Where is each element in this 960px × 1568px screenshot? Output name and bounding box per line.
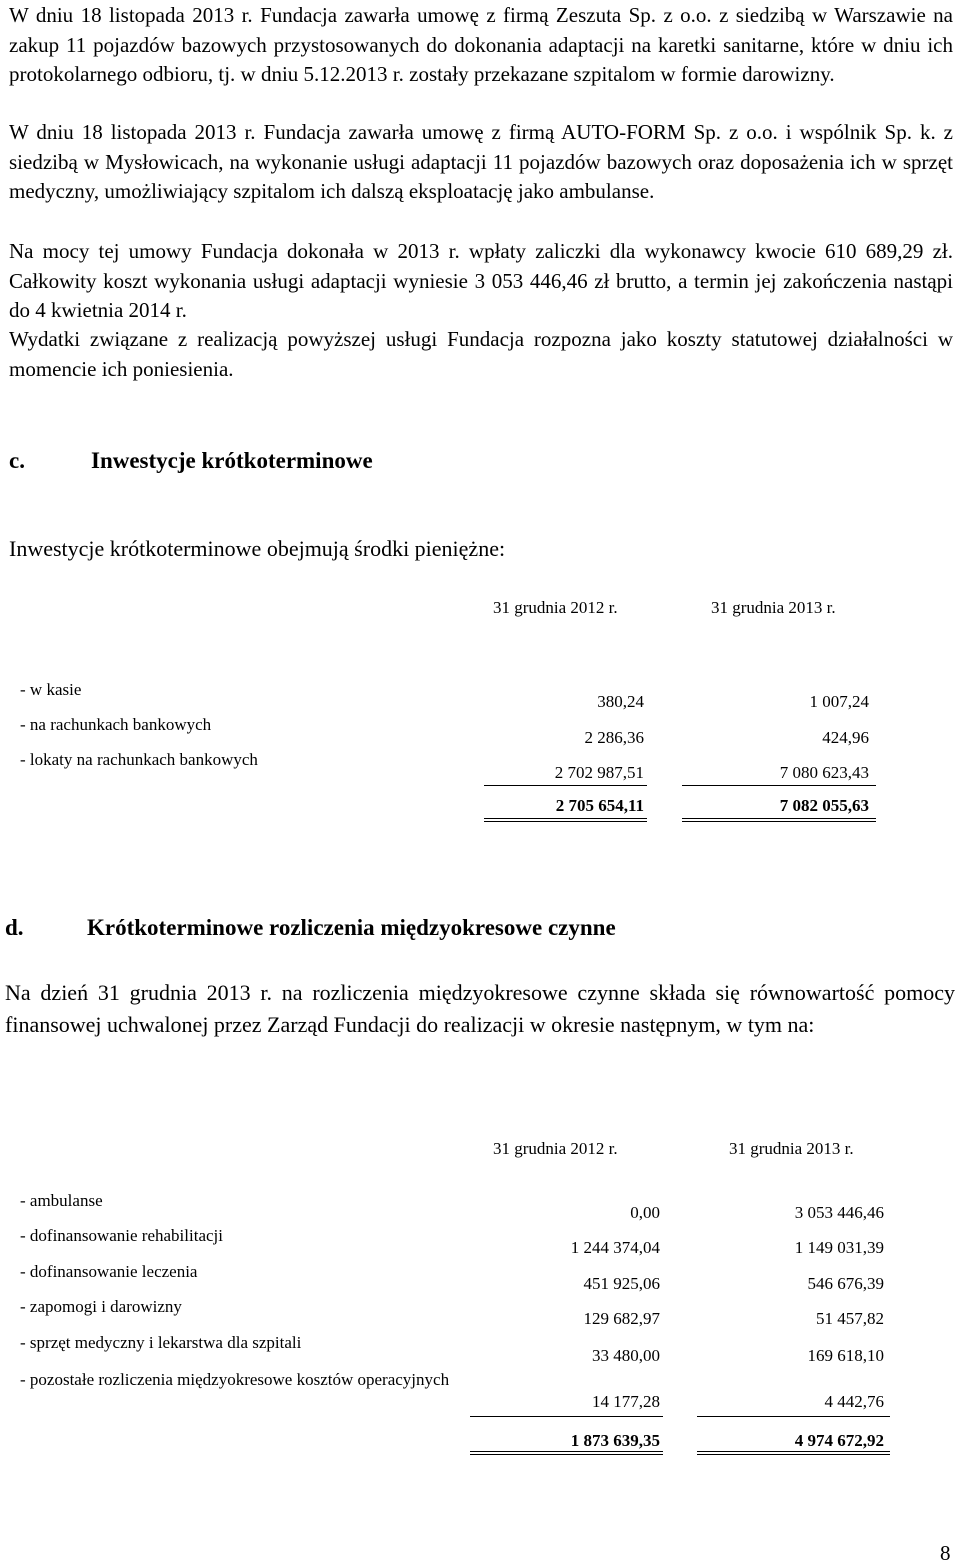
table-d-row-label: - zapomogi i darowizny	[20, 1297, 182, 1316]
table-d-col-2012: 31 grudnia 2012 r.	[493, 1139, 618, 1158]
table-c-row-label: - lokaty na rachunkach bankowych	[20, 750, 258, 769]
table-c-value-2012: 380,24	[597, 692, 644, 711]
table-d-value-2012: 0,00	[630, 1203, 660, 1222]
table-d-value-2013: 3 053 446,46	[794, 1203, 884, 1222]
section-c-heading	[9, 448, 373, 474]
table-d-row-label: - pozostałe rozliczenia międzyokresowe kosztów operacyjnych	[20, 1370, 450, 1389]
table-d-value-2013: 51 457,82	[816, 1309, 884, 1328]
table-d-double-underline	[697, 1454, 890, 1455]
table-d-double-underline	[470, 1451, 663, 1452]
section-c-letter: c.	[9, 448, 25, 473]
table-c-value-2013: 7 080 623,43	[779, 763, 869, 782]
page-number: 8	[940, 1541, 951, 1565]
table-d-double-underline	[470, 1454, 663, 1455]
table-d-double-underline	[697, 1451, 890, 1452]
table-d-row-label: - ambulanse	[20, 1191, 103, 1210]
table-c-col-2012: 31 grudnia 2012 r.	[493, 598, 618, 617]
table-d-value-2012: 1 244 374,04	[570, 1238, 660, 1257]
table-d-value-2012: 33 480,00	[592, 1346, 660, 1365]
table-c-row-label: - w kasie	[20, 680, 82, 699]
table-c-underline	[484, 785, 647, 786]
table-d-value-2013: 1 149 031,39	[794, 1238, 884, 1257]
table-d-total-2013: 4 974 672,92	[794, 1431, 884, 1450]
section-d-letter: d.	[5, 915, 24, 940]
table-d-value-2013: 4 442,76	[824, 1392, 884, 1411]
section-c-intro: Inwestycje krótkoterminowe obejmują środki pieniężne:	[9, 536, 506, 561]
table-c-row-label: - na rachunkach bankowych	[20, 715, 212, 734]
table-c-total-2013: 7 082 055,63	[779, 796, 869, 815]
paragraph-advance-payment: Na mocy tej umowy Fundacja dokonała w 2013 r. wpłaty zaliczki dla wykonawcy kwocie 610 689,29 zł. Całkowity koszt wykonania usługi adaptacji wyniesie 3 053 446,46 zł brutto, a termin jej zakończenia nastąpi do 4 kwietnia 2014 r.	[9, 239, 953, 322]
table-c-value-2012: 2 286,36	[584, 728, 644, 747]
table-c-value-2012: 2 702 987,51	[554, 763, 644, 782]
table-d-underline	[697, 1416, 890, 1417]
section-c-title: Inwestycje krótkoterminowe	[91, 448, 373, 473]
table-c-value-2013: 424,96	[822, 728, 869, 747]
section-d-heading	[5, 915, 616, 941]
table-d-row-label: - sprzęt medyczny i lekarstwa dla szpitali	[20, 1333, 302, 1352]
table-c-underline	[682, 785, 876, 786]
table-c-double-underline	[682, 818, 876, 819]
table-d-row-label: - dofinansowanie leczenia	[20, 1262, 198, 1281]
paragraph-zeszuta-contract: W dniu 18 listopada 2013 r. Fundacja zawarła umowę z firmą Zeszuta Sp. z o.o. z siedzibą w Warszawie na zakup 11 pojazdów bazowych przystosowanych do dokonania adaptacji na karetki sanitarne, które w dniu ich protokolarnego odbioru, tj. w dniu 5.12.2013 r. zostały przekazane szpitalom w formie darowizny.	[9, 3, 953, 86]
table-c-col-2013: 31 grudnia 2013 r.	[711, 598, 836, 617]
table-d-underline	[470, 1416, 663, 1417]
table-d-row-label: - dofinansowanie rehabilitacji	[20, 1226, 223, 1245]
table-d-value-2012: 129 682,97	[583, 1309, 660, 1328]
table-c-double-underline	[484, 818, 647, 819]
table-d-value-2012: 451 925,06	[583, 1274, 660, 1293]
table-d-col-2013: 31 grudnia 2013 r.	[729, 1139, 854, 1158]
table-d-total-2012: 1 873 639,35	[570, 1431, 660, 1450]
paragraph-autoform-contract: W dniu 18 listopada 2013 r. Fundacja zawarła umowę z firmą AUTO-FORM Sp. z o.o. i wspólnik Sp. k. z siedzibą w Mysłowicach, na wykonanie usługi adaptacji 11 pojazdów bazowych oraz doposażenia ich w sprzęt medyczny, umożliwiający szpitalom ich dalszą eksploatację jako ambulanse.	[9, 120, 953, 203]
paragraph-statutory-costs: Wydatki związane z realizacją powyższej usługi Fundacja rozpozna jako koszty statutowej działalności w momencie ich poniesienia.	[9, 327, 953, 381]
table-c-double-underline	[682, 821, 876, 822]
section-d-title: Krótkoterminowe rozliczenia międzyokresowe czynne	[87, 915, 616, 940]
table-c-double-underline	[484, 821, 647, 822]
section-d-intro: Na dzień 31 grudnia 2013 r. na rozliczenia międzyokresowe czynne składa się równowartość pomocy finansowej uchwalonej przez Zarząd Fundacji do realizacji w okresie następnym, w tym na:	[5, 980, 955, 1037]
table-d-value-2013: 546 676,39	[807, 1274, 884, 1293]
table-c-value-2013: 1 007,24	[809, 692, 869, 711]
table-d-value-2013: 169 618,10	[807, 1346, 884, 1365]
table-d-value-2012: 14 177,28	[592, 1392, 660, 1411]
table-c-total-2012: 2 705 654,11	[555, 796, 644, 815]
